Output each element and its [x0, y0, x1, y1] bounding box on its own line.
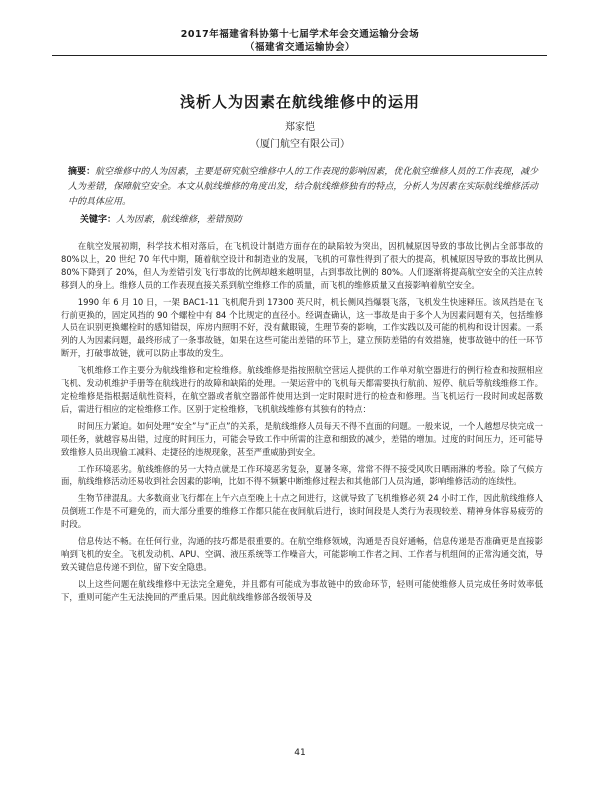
body-paragraph: 1990 年 6 月 10 日，一架 BAC1-11 飞机爬升到 17300 英尺时，机长侧风挡爆裂飞落，飞机发生快速释压。该风挡是在飞行前更换的，固定风挡的 90 个螺栓中有 84 个比规定的直径小。经调查确认，这一事故是由于多个人为因素问题有关，包括维修人员在识别更换螺栓时的感知错误，库房内照明不好，没有戴眼镜，生理节奏的影响，工作实践以及可能的机构和设计因素。一系列的人为因素问题，最终形成了一条事故链，如果在这些可能出差错的环节上，建立预防差错的有效措施，使事故链中的任一环节断开，打破事故链，就可以防止事故的发生。	[61, 296, 543, 359]
running-header-organizer: （福建省交通运输协会）	[244, 42, 355, 53]
paper-title: 浅析人为因素在航线维修中的运用	[179, 93, 420, 111]
body-paragraph: 生物节律混乱。大多数商业飞行都在上午六点至晚上十点之间进行，这就导致了飞机维修必须 24 小时工作，因此航线维修人员倒班工作是不可避免的，而大部分重要的维修工作都只能在夜间航后进行，该时间段是人类行为表现较差、精神身体容易疲劳的时段。	[61, 493, 543, 530]
body-text	[61, 240, 543, 608]
body-paragraph: 飞机维修工作主要分为航线维修和定检维修。航线维修是指按照航空营运人提供的工作单对航空器进行的例行检查和按照相应飞机、发动机维护手册等在航线进行的故障和缺陷的处理。一架运营中的飞机每天都需要执行航前、短停、航后等航线维修工作。定检维修是指根据适航性资料，在航空器或者航空器部件使用达到一定时限时进行的检查和修理。当飞机运行一段时间或起落数后，需进行相应的定检维修工作。区别于定检维修，飞机航线维修有其独有的特点：	[61, 365, 543, 414]
running-header-conference: 2017年福建省科协第十七届学术年会交通运输分会场	[180, 29, 420, 40]
abstract-text: 航空维修中的人为因素，主要是研究航空维修中人的工作表现的影响因素，优化航空维修人员的工作表现，减少人为差错，保障航空安全。本文从航线维修的角度出发，结合航线维修独有的特点，分析人为因素在实际航线维修活动中的具体应用。	[68, 167, 538, 207]
body-paragraph: 工作环境恶劣。航线维修的另一大特点就是工作环境恶劣复杂，夏暑冬寒，常常不得不接受风吹日晒雨淋的考验。除了气候方面，航线维修活动还易收到社会因素的影响，比如不得不频繁中断维修过程去和其他部门人员沟通，影响维修活动的连续性。	[61, 463, 543, 487]
author-affiliation: （厦门航空有限公司）	[250, 139, 350, 150]
abstract-label: 摘要：	[68, 167, 96, 177]
keywords	[80, 213, 530, 228]
header-divider	[52, 55, 547, 56]
abstract	[68, 165, 538, 210]
body-paragraph: 时间压力紧迫。如何处理“安全”与“正点”的关系，是航线维修人员每天不得不直面的问题。一般来说，一个人越想尽快完成一项任务，就越容易出错，过度的时间压力，可能会导致工作中所需的注意和细致的减少，差错的增加。过度的时间压力，还可能导致维修人员出现偷工减料、走捷径的违规现象，甚至严重威胁到安全。	[61, 420, 543, 457]
body-paragraph: 在航空发展初期，科学技术相对落后，在飞机设计制造方面存在的缺陷较为突出，因机械原因导致的事故比例占全部事故的 80%以上，20 世纪 70 年代中期，随着航空设计和制造业的发展，飞机的可靠性得到了很大的提高，机械原因导致的事故比例从 80%下降到了 20%，但人为差错引发飞行事故的比例却越来越明显，占到事故比例的 80%。人们逐渐将提高航空安全的关注点转移到人的身上。维修人员的工作表现直接关系到航空维修工作的质量，而飞机的维修质量又直接影响着航空安全。	[61, 241, 543, 290]
keywords-label: 关键字：	[80, 215, 117, 225]
author-name: 郑家恺	[285, 122, 315, 133]
body-paragraph: 以上这些问题在航线维修中无法完全避免，并且都有可能成为事故链中的致命环节，轻则可能使维修人员完成任务时效率低下，重则可能产生无法挽回的严重后果。因此航线维修部各级领导及	[61, 578, 543, 602]
keywords-text: 人为因素，航线维修，差错预防	[116, 215, 243, 225]
body-paragraph: 信息传达不畅。在任何行业，沟通的技巧都是很重要的。在航空维修领域，沟通是否良好通畅，信息传递是否准确更是直接影响到飞机的安全。飞机发动机、APU、空调、液压系统等工作噪音大，可能影响工作者之间、工作者与机组间的正常沟通交流，导致关键信息传递不到位，留下安全隐患。	[61, 536, 543, 572]
page-number: 41	[294, 748, 306, 758]
